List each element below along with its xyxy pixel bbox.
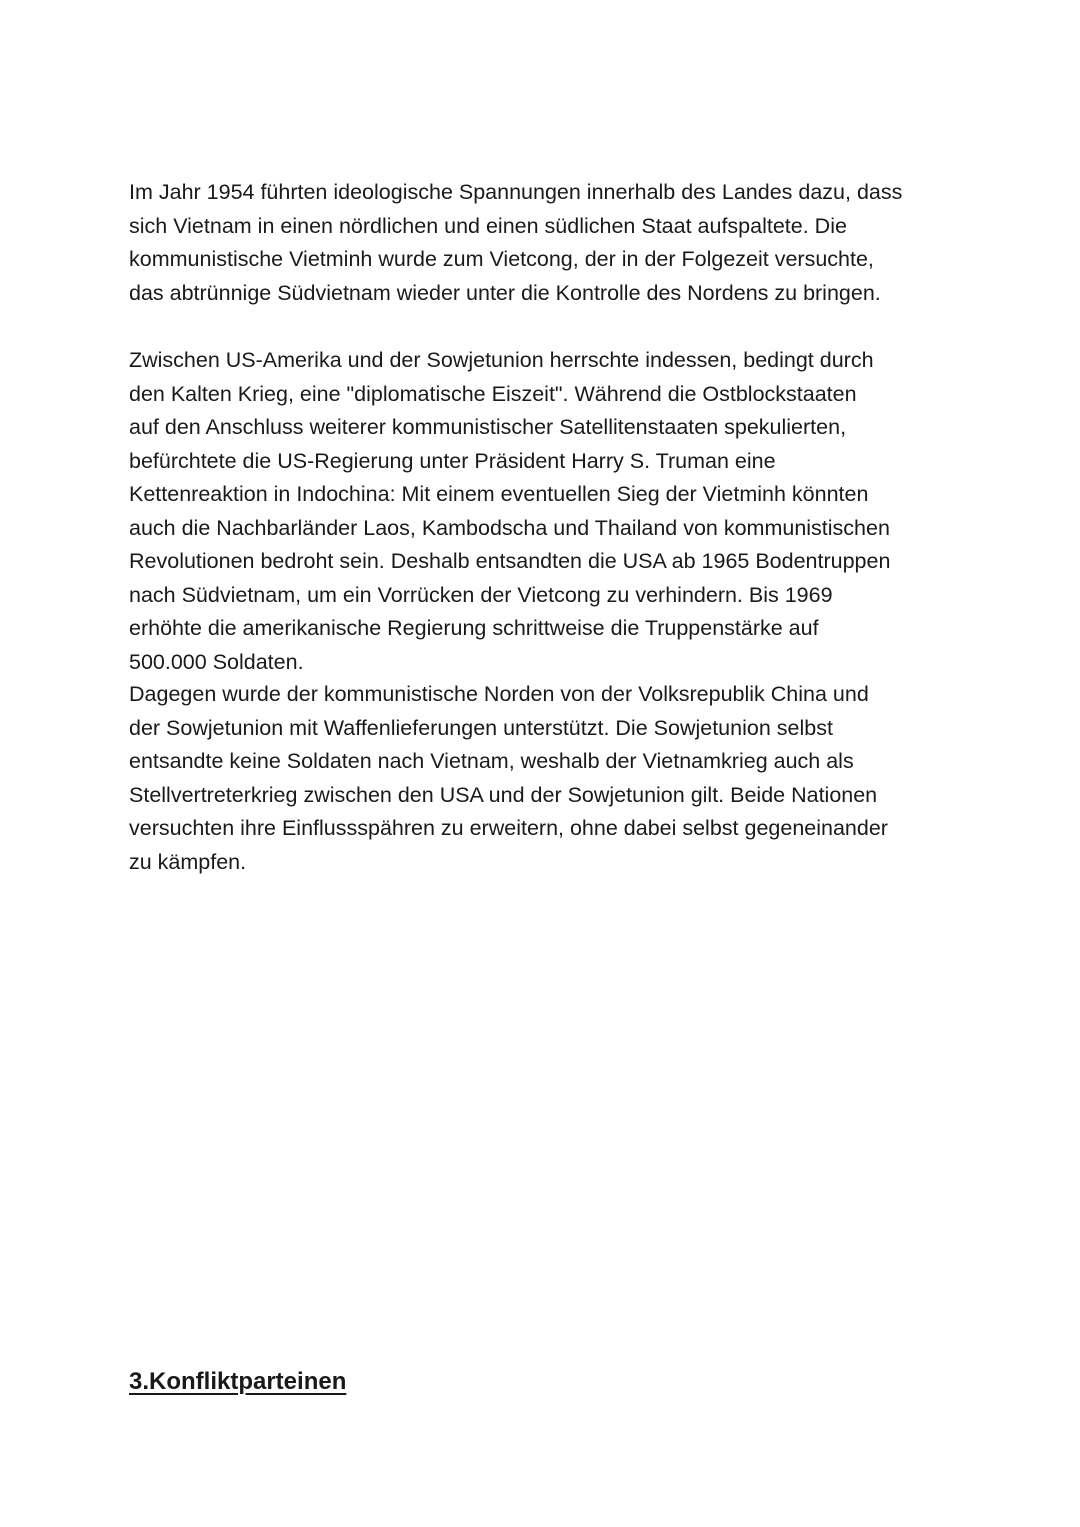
text-line: Kettenreaktion in Indochina: Mit einem eventuellen Sieg der Vietminh könnten — [129, 482, 869, 506]
text-line: nach Südvietnam, um ein Vorrücken der Vietcong zu verhindern. Bis 1969 — [129, 582, 833, 607]
text-line: das abtrünnige Südvietnam wieder unter die Kontrolle des Nordens zu bringen. — [129, 280, 881, 305]
text-line: auch die Nachbarländer Laos, Kambodscha und Thailand von kommunistischen — [129, 515, 890, 540]
text-line: den Kalten Krieg, eine "diplomatische Eiszeit". Während die Ostblockstaaten — [129, 381, 857, 406]
text-line: versuchten ihre Einflussspähren zu erweitern, ohne dabei selbst gegeneinander — [129, 816, 888, 840]
section-heading: 3.Konfliktparteinen — [129, 1368, 347, 1395]
text-line: Zwischen US-Amerika und der Sowjetunion herrschte indessen, bedingt durch — [129, 348, 874, 372]
text-line: Im Jahr 1954 führten ideologische Spannungen innerhalb des Landes dazu, dass — [129, 180, 903, 204]
text-line: auf den Anschluss weiterer kommunistischer Satellitenstaaten spekulierten, — [129, 415, 847, 439]
text-line: Stellvertreterkrieg zwischen den USA und der Sowjetunion gilt. Beide Nationen — [129, 782, 878, 807]
text-line: befürchtete die US-Regierung unter Präsident Harry S. Truman eine — [129, 448, 776, 473]
paragraph-partition-1954 — [129, 176, 959, 310]
text-line: entsandte keine Soldaten nach Vietnam, weshalb der Vietnamkrieg auch als — [129, 749, 854, 773]
text-line: Dagegen wurde der kommunistische Norden von der Volksrepublik China und — [129, 682, 869, 706]
text-line: der Sowjetunion mit Waffenlieferungen unterstützt. Die Sowjetunion selbst — [129, 715, 833, 740]
text-line: zu kämpfen. — [129, 849, 247, 874]
text-line: Revolutionen bedroht sein. Deshalb entsandten die USA ab 1965 Bodentruppen — [129, 549, 891, 573]
text-line: 500.000 Soldaten. — [129, 649, 304, 674]
paragraph-cold-war-context — [129, 344, 959, 679]
text-line: sich Vietnam in einen nördlichen und einen südlichen Staat aufspaltete. Die — [129, 213, 847, 238]
text-line: kommunistische Vietminh wurde zum Vietcong, der in der Folgezeit versuchte, — [129, 247, 874, 271]
text-line: erhöhte die amerikanische Regierung schrittweise die Truppenstärke auf — [129, 616, 819, 640]
paragraph-proxy-war — [129, 678, 959, 879]
